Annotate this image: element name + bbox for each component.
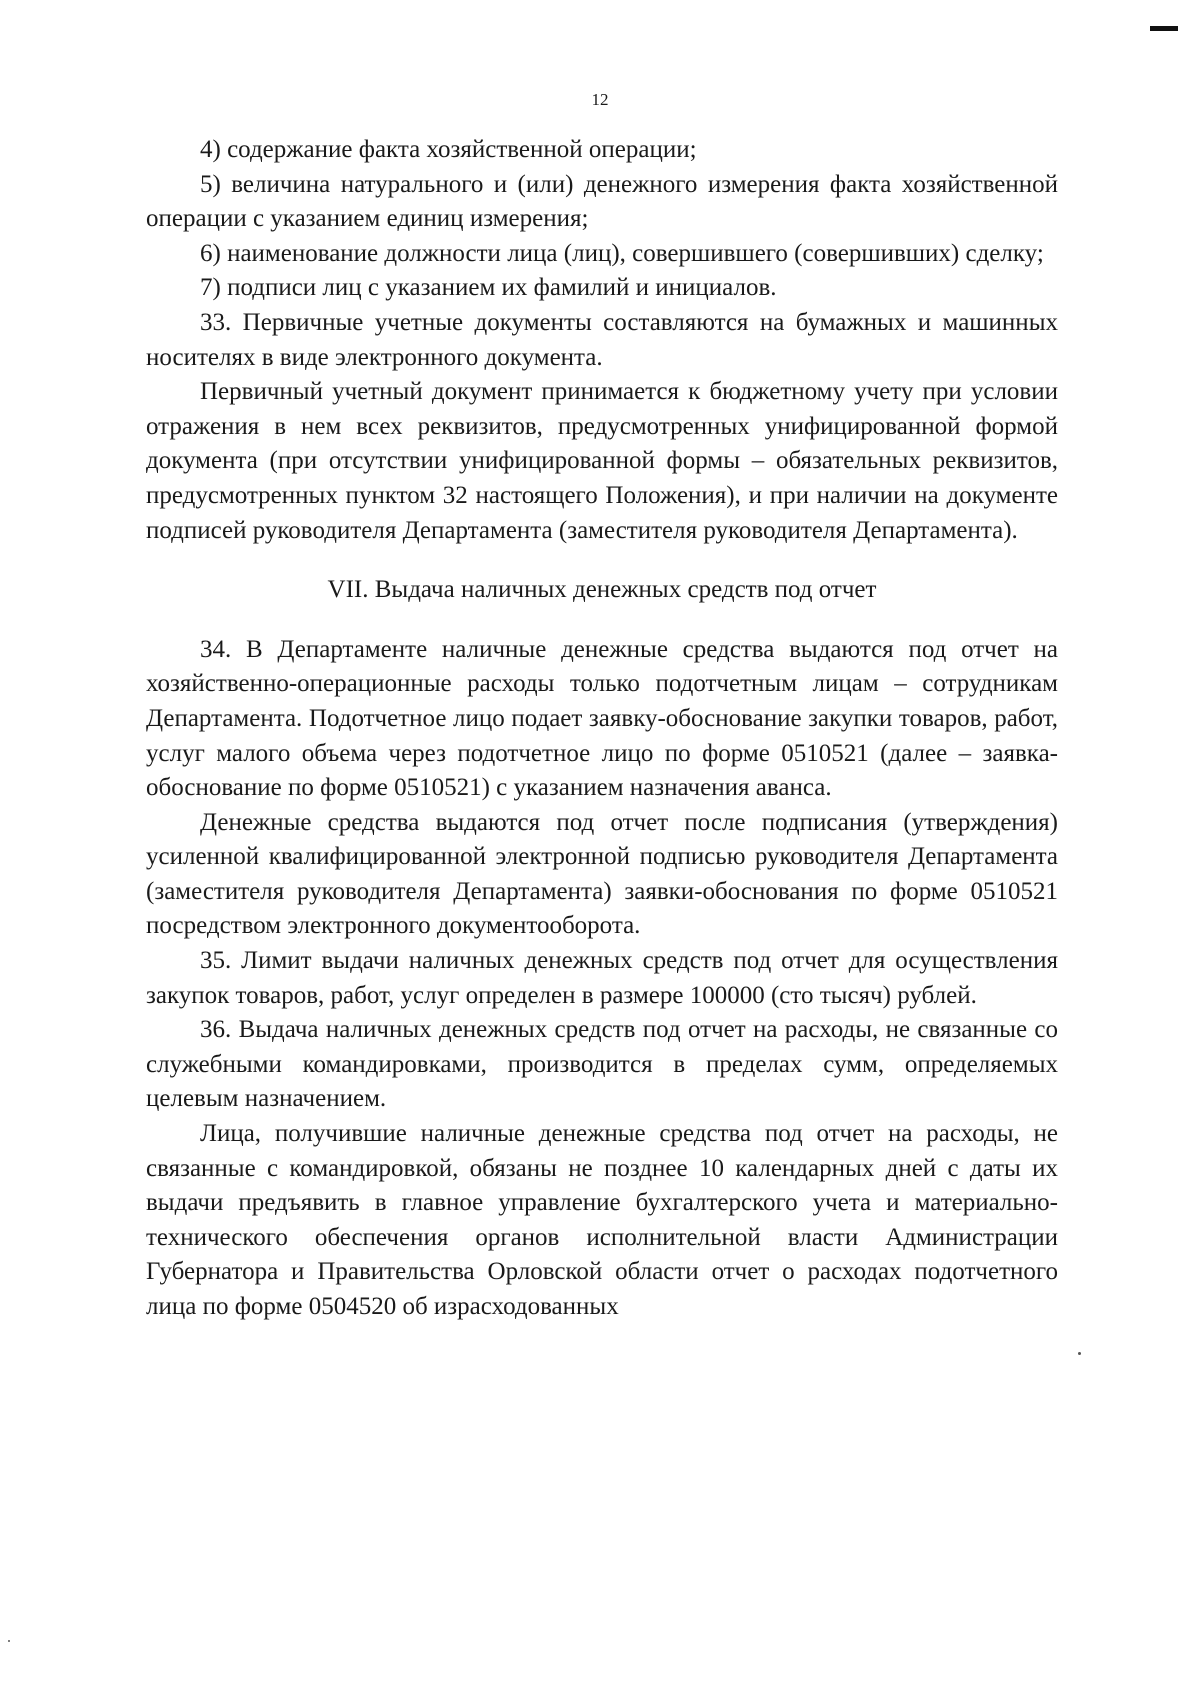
section-heading: VII. Выдача наличных денежных средств под отчет [327,576,877,604]
list-item-4: 4) содержание факта хозяйственной операции; [200,136,697,163]
scan-speck [8,1640,10,1642]
clause-34: 34. В Департаменте наличные денежные средства выдаются под отчет на хозяйственно-операционные расходы только подотчетным лицам – сотрудникам Департамента. Подотчетное лицо подает заявку-обоснование закупки товаров, работ, услуг малого объема через подотчетное лицо по форме 0510521 (далее – заявка-обоснование по форме 0510521) с указанием назначения аванса. [146,635,1058,802]
clause-33-continuation: Первичный учетный документ принимается к бюджетному учету при условии отражения в нем всех реквизитов, предусмотренных унифицированной формой документа (при отсутствии унифицированной формы – обязательных реквизитов, предусмотренных пунктом 32 настоящего Положения), и при наличии на документе подписей руководителя Департамента (заместителя руководителя Департамента). [146,378,1058,544]
list-item-7: 7) подписи лиц с указанием их фамилий и инициалов. [200,274,777,302]
clause-33: 33. Первичные учетные документы составляются на бумажных и машинных носителях в виде электронного документа. [146,308,1058,371]
scan-speck [1078,1352,1081,1355]
clause-34-continuation: Денежные средства выдаются под отчет после подписания (утверждения) усиленной квалифицированной электронной подписью руководителя Департамента (заместителя руководителя Департамента) заявки-обоснования по форме 0510521 посредством электронного документооборота. [146,808,1058,940]
list-item-5: 5) величина натурального и (или) денежного измерения факта хозяйственной операции с указанием единиц измерения; [146,170,1058,233]
clause-36-continuation: Лица, получившие наличные денежные средства под отчет на расходы, не связанные с командировкой, обязаны не позднее 10 календарных дней с даты их выдачи предъявить в главное управление бухгалтерского учета и материально-технического обеспечения органов исполнительной власти Администрации Губернатора и Правительства Орловской области отчет о расходах подотчетного лица по форме 0504520 об израсходованных [146,1120,1058,1320]
scan-corner-mark [1150,26,1178,31]
page-number: 12 [591,90,609,109]
document-body [146,133,1058,1325]
clause-35: 35. Лимит выдачи наличных денежных средств под отчет для осуществления закупок товаров, работ, услуг определен в размере 100000 (сто тысяч) рублей. [146,947,1058,1009]
list-item-6: 6) наименование должности лица (лиц), совершившего (совершивших) сделку; [200,239,1044,267]
clause-36: 36. Выдача наличных денежных средств под отчет на расходы, не связанные со служебными командировками, производится в пределах сумм, определяемых целевым назначением. [146,1016,1058,1113]
